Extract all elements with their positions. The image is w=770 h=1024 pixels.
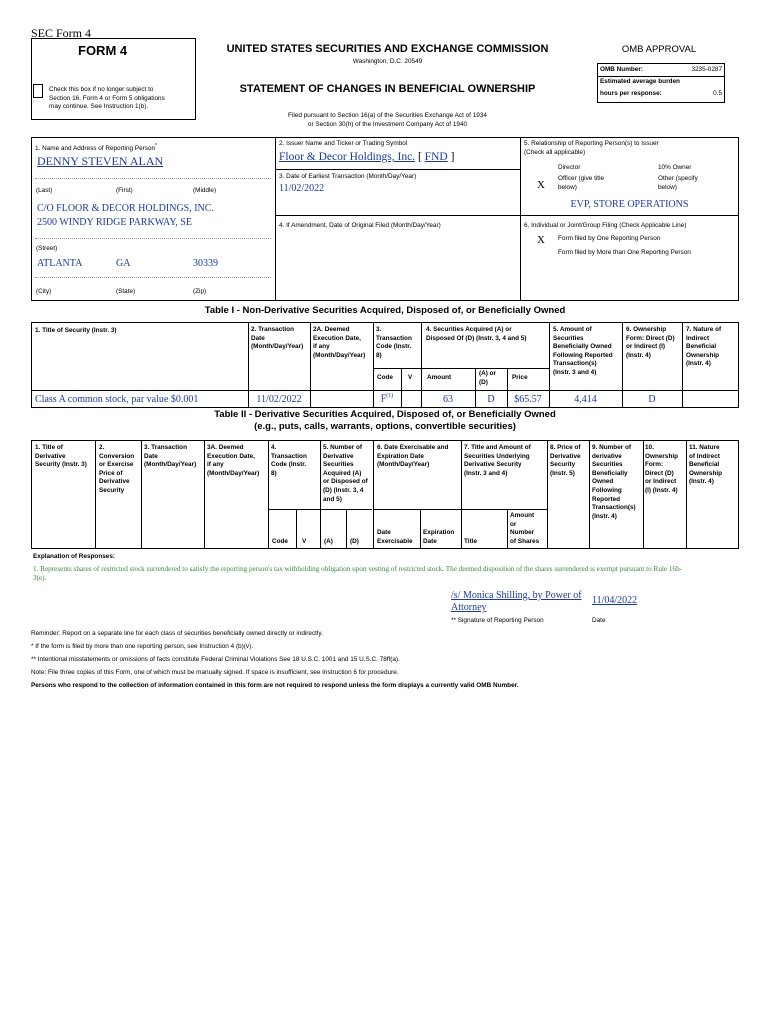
footnote-1: 1. Represents shares of restricted stock surrendered to satisfy the reporting person's tax withholding obligation upon vesting of restricted stock. The deemed disposition of the shares surrendered is exempt pursuant to Rule 16b- 3(e). xyxy=(33,565,683,582)
footer-copies-note: Note: File three copies of this Form, one of which must be manually signed. If space is insufficient, see Instruction 6 for procedure. xyxy=(31,669,399,676)
issuer-name[interactable]: Floor & Decor Holdings, Inc. xyxy=(279,151,416,163)
zip-label: (Zip) xyxy=(193,288,207,295)
t2-exercisable-subheader: Date Exercisable xyxy=(377,529,413,545)
t1-security-title: Class A common stock, par value $0.001 xyxy=(35,394,199,405)
box2-label: 2. Issuer Name and Ticker or Trading Symbol xyxy=(279,140,408,147)
t1-amount-subheader: Amount xyxy=(427,374,452,381)
checkbox-text: Check this box if no longer subject to Section 16. Form 4 or Form 5 obligations may continue. See Instruction 1(b). xyxy=(49,86,165,111)
agency-location: Washington, D.C. 20549 xyxy=(352,58,423,65)
t1-price: $65.57 xyxy=(514,394,542,405)
city-value: ATLANTA xyxy=(37,258,83,269)
t2-col10-header: 10. Ownership Form: Direct (D) or Indirect (I) (Instr. 4) xyxy=(645,444,679,494)
other-label: Other (specify below) xyxy=(658,175,698,191)
middle-label: (Middle) xyxy=(193,187,217,194)
t2-col6-header: 6. Date Exercisable and Expiration Date (Month/Day/Year) xyxy=(377,444,449,469)
t2-title-subheader: Title xyxy=(464,538,478,545)
t1-transaction-date: 11/02/2022 xyxy=(256,394,302,405)
earliest-transaction-date: 11/02/2022 xyxy=(279,183,325,194)
t2-d-subheader: (D) xyxy=(350,538,359,545)
t1-ownership-form: D xyxy=(648,394,656,405)
table1-title: Table I - Non-Derivative Securities Acquired, Disposed of, or Beneficially Owned xyxy=(204,305,566,316)
omb-burden-label: Estimated average burden xyxy=(600,78,680,85)
state-label: (State) xyxy=(116,288,136,295)
t1-a-or-d: D xyxy=(487,394,495,405)
form-title: FORM 4 xyxy=(78,43,128,58)
sec-form-label: SEC Form 4 xyxy=(31,26,92,40)
address-line-1: C/O FLOOR & DECOR HOLDINGS, INC. xyxy=(37,203,214,214)
street-label: (Street) xyxy=(36,245,58,252)
ten-pct-owner-label: 10% Owner xyxy=(658,164,692,171)
multi-person-label: Form filed by More than One Reporting Person xyxy=(558,249,691,256)
t1-col1-header: 1. Title of Security (Instr. 3) xyxy=(35,327,117,334)
issuer-row: Floor & Decor Holdings, Inc. [ FND ] xyxy=(279,151,455,163)
t2-col8-header: 8. Price of Derivative Security (Instr. 5) xyxy=(550,444,581,477)
t1-transaction-code: $F^{(1)}$ xyxy=(380,393,394,405)
t1-code-subheader: Code xyxy=(377,374,393,381)
t1-v-subheader: V xyxy=(408,374,413,381)
footer-violations: ** Intentional misstatements or omissions of facts constitute Federal Criminal Violations See 18 U.S.C. 1001 and 15 U.S.C. 78ff(a). xyxy=(31,656,400,663)
t2-col9-header: 9. Number of derivative Securities Beneficially Owned Following Reported Transaction(s) (Instr. 4) xyxy=(592,444,636,520)
t1-aord-subheader: (A) or (D) xyxy=(479,370,497,386)
t1-col3-header: 3. Transaction Code (Instr. 8) xyxy=(376,326,412,359)
t2-expiration-subheader: Expiration Date xyxy=(423,529,455,545)
address-line-2: 2500 WINDY RIDGE PARKWAY, SE xyxy=(37,217,192,228)
t2-col3-header: 3. Transaction Date (Month/Day/Year) xyxy=(144,444,197,469)
one-person-check-mark[interactable]: X xyxy=(537,234,545,246)
city-label: (City) xyxy=(36,288,52,295)
reporting-person-name[interactable]: DENNY STEVEN ALAN xyxy=(37,154,164,168)
t1-amount: 63 xyxy=(443,394,453,405)
t2-col1-header: 1. Title of Derivative Security (Instr. 3) xyxy=(35,444,87,469)
omb-title: OMB APPROVAL xyxy=(621,44,697,55)
t1-col6-header: 6. Ownership Form: Direct (D) or Indirect (I) (Instr. 4) xyxy=(626,326,675,359)
omb-hours-label: hours per response: xyxy=(600,90,662,97)
officer-title: EVP, STORE OPERATIONS xyxy=(570,199,689,210)
t2-a-subheader: (A) xyxy=(324,538,333,545)
t2-v-subheader: V xyxy=(302,538,307,545)
omb-number-label: OMB Number: xyxy=(600,66,643,73)
t1-col2-header: 2. Transaction Date (Month/Day/Year) xyxy=(251,326,304,351)
filed-pursuant: Filed pursuant to Section 16(a) of the Securities Exchange Act of 1934 or Section 30(h) of the Investment Company Act of 1940 xyxy=(288,112,487,128)
t2-col4-header: 4. Transaction Code (Instr. 8) xyxy=(271,444,307,477)
signature-label: ** Signature of Reporting Person xyxy=(451,617,544,624)
footer-instruction-4: * If the form is filed by more than one reporting person, see Instruction 4 (b)(v). xyxy=(31,643,253,650)
t1-col2a-header: 2A. Deemed Execution Date, if any (Month/Day/Year) xyxy=(313,326,366,359)
signature-date: 11/04/2022 xyxy=(592,595,638,606)
box6-label: 6. Individual or Joint/Group Filing (Check Applicable Line) xyxy=(524,222,687,229)
ticker-symbol[interactable]: FND xyxy=(424,151,448,163)
box4-label: 4. If Amendment, Date of Original Filed (Month/Day/Year) xyxy=(279,222,441,229)
t2-col11-header: 11. Nature of Indirect Beneficial Ownership (Instr. 4) xyxy=(689,444,723,486)
t2-code-subheader: Code xyxy=(272,538,288,545)
t2-col2-header: 2. Conversion or Exercise Price of Derivative Security xyxy=(99,444,135,494)
first-label: (First) xyxy=(116,187,133,194)
box1-label: 1. Name and Address of Reporting Person* xyxy=(35,143,158,153)
t2-col5-header: 5. Number of Derivative Securities Acquired (A) or Disposed of (D) (Instr. 3, 4 and 5) xyxy=(323,444,368,503)
agency-name: UNITED STATES SECURITIES AND EXCHANGE COMMISSION xyxy=(226,43,549,55)
no-longer-subject-checkbox[interactable] xyxy=(33,84,43,98)
statement-title: STATEMENT OF CHANGES IN BENEFICIAL OWNERSHIP xyxy=(239,83,536,95)
officer-label: Officer (give title below) xyxy=(558,175,605,191)
box5-label: 5. Relationship of Reporting Person(s) to Issuer (Check all applicable) xyxy=(524,140,659,156)
t1-col4-header: 4. Securities Acquired (A) or Disposed Of (D) (Instr. 3, 4 and 5) xyxy=(426,326,527,342)
t2-col3a-header: 3A. Deemed Execution Date, if any (Month/Day/Year) xyxy=(207,444,260,477)
director-label: Director xyxy=(558,164,581,171)
t2-col7-header: 7. Title and Amount of Securities Underlying Derivative Security (Instr. 3 and 4) xyxy=(464,444,531,477)
signature-date-label: Date xyxy=(592,617,606,624)
t1-col5-header: 5. Amount of Securities Beneficially Owned Following Reported Transaction(s) (Instr. 3 and 4) xyxy=(553,326,613,376)
omb-number-value: 3235-0287 xyxy=(691,66,722,73)
officer-check-mark[interactable]: X xyxy=(537,179,545,191)
box3-label: 3. Date of Earliest Transaction (Month/Day/Year) xyxy=(279,173,417,180)
t2-amount-subheader: Amount or Number of Shares xyxy=(510,512,540,545)
t1-amount-owned: 4,414 xyxy=(574,394,597,405)
last-label: (Last) xyxy=(36,187,53,194)
footer-reminder: Reminder: Report on a separate line for each class of securities beneficially owned directly or indirectly. xyxy=(31,630,323,637)
t1-price-subheader: Price xyxy=(512,374,528,381)
footer-omb-notice: Persons who respond to the collection of information contained in this form are not required to respond unless the form displays a currently valid OMB Number. xyxy=(31,682,519,689)
one-person-label: Form filed by One Reporting Person xyxy=(558,235,661,242)
state-value: GA xyxy=(116,258,131,269)
explanation-label: Explanation of Responses: xyxy=(33,553,116,560)
signature-name: /s/ Monica Shilling, by Power of Attorney xyxy=(451,590,582,613)
zip-value: 30339 xyxy=(193,258,218,269)
t1-col7-header: 7. Nature of Indirect Beneficial Ownership (Instr. 4) xyxy=(686,326,722,368)
omb-hours-value: 0.5 xyxy=(713,90,722,97)
table2-title: Table II - Derivative Securities Acquired, Disposed of, or Beneficially Owned (e.g., puts, calls, warrants, options, convertible securities) xyxy=(214,409,556,432)
